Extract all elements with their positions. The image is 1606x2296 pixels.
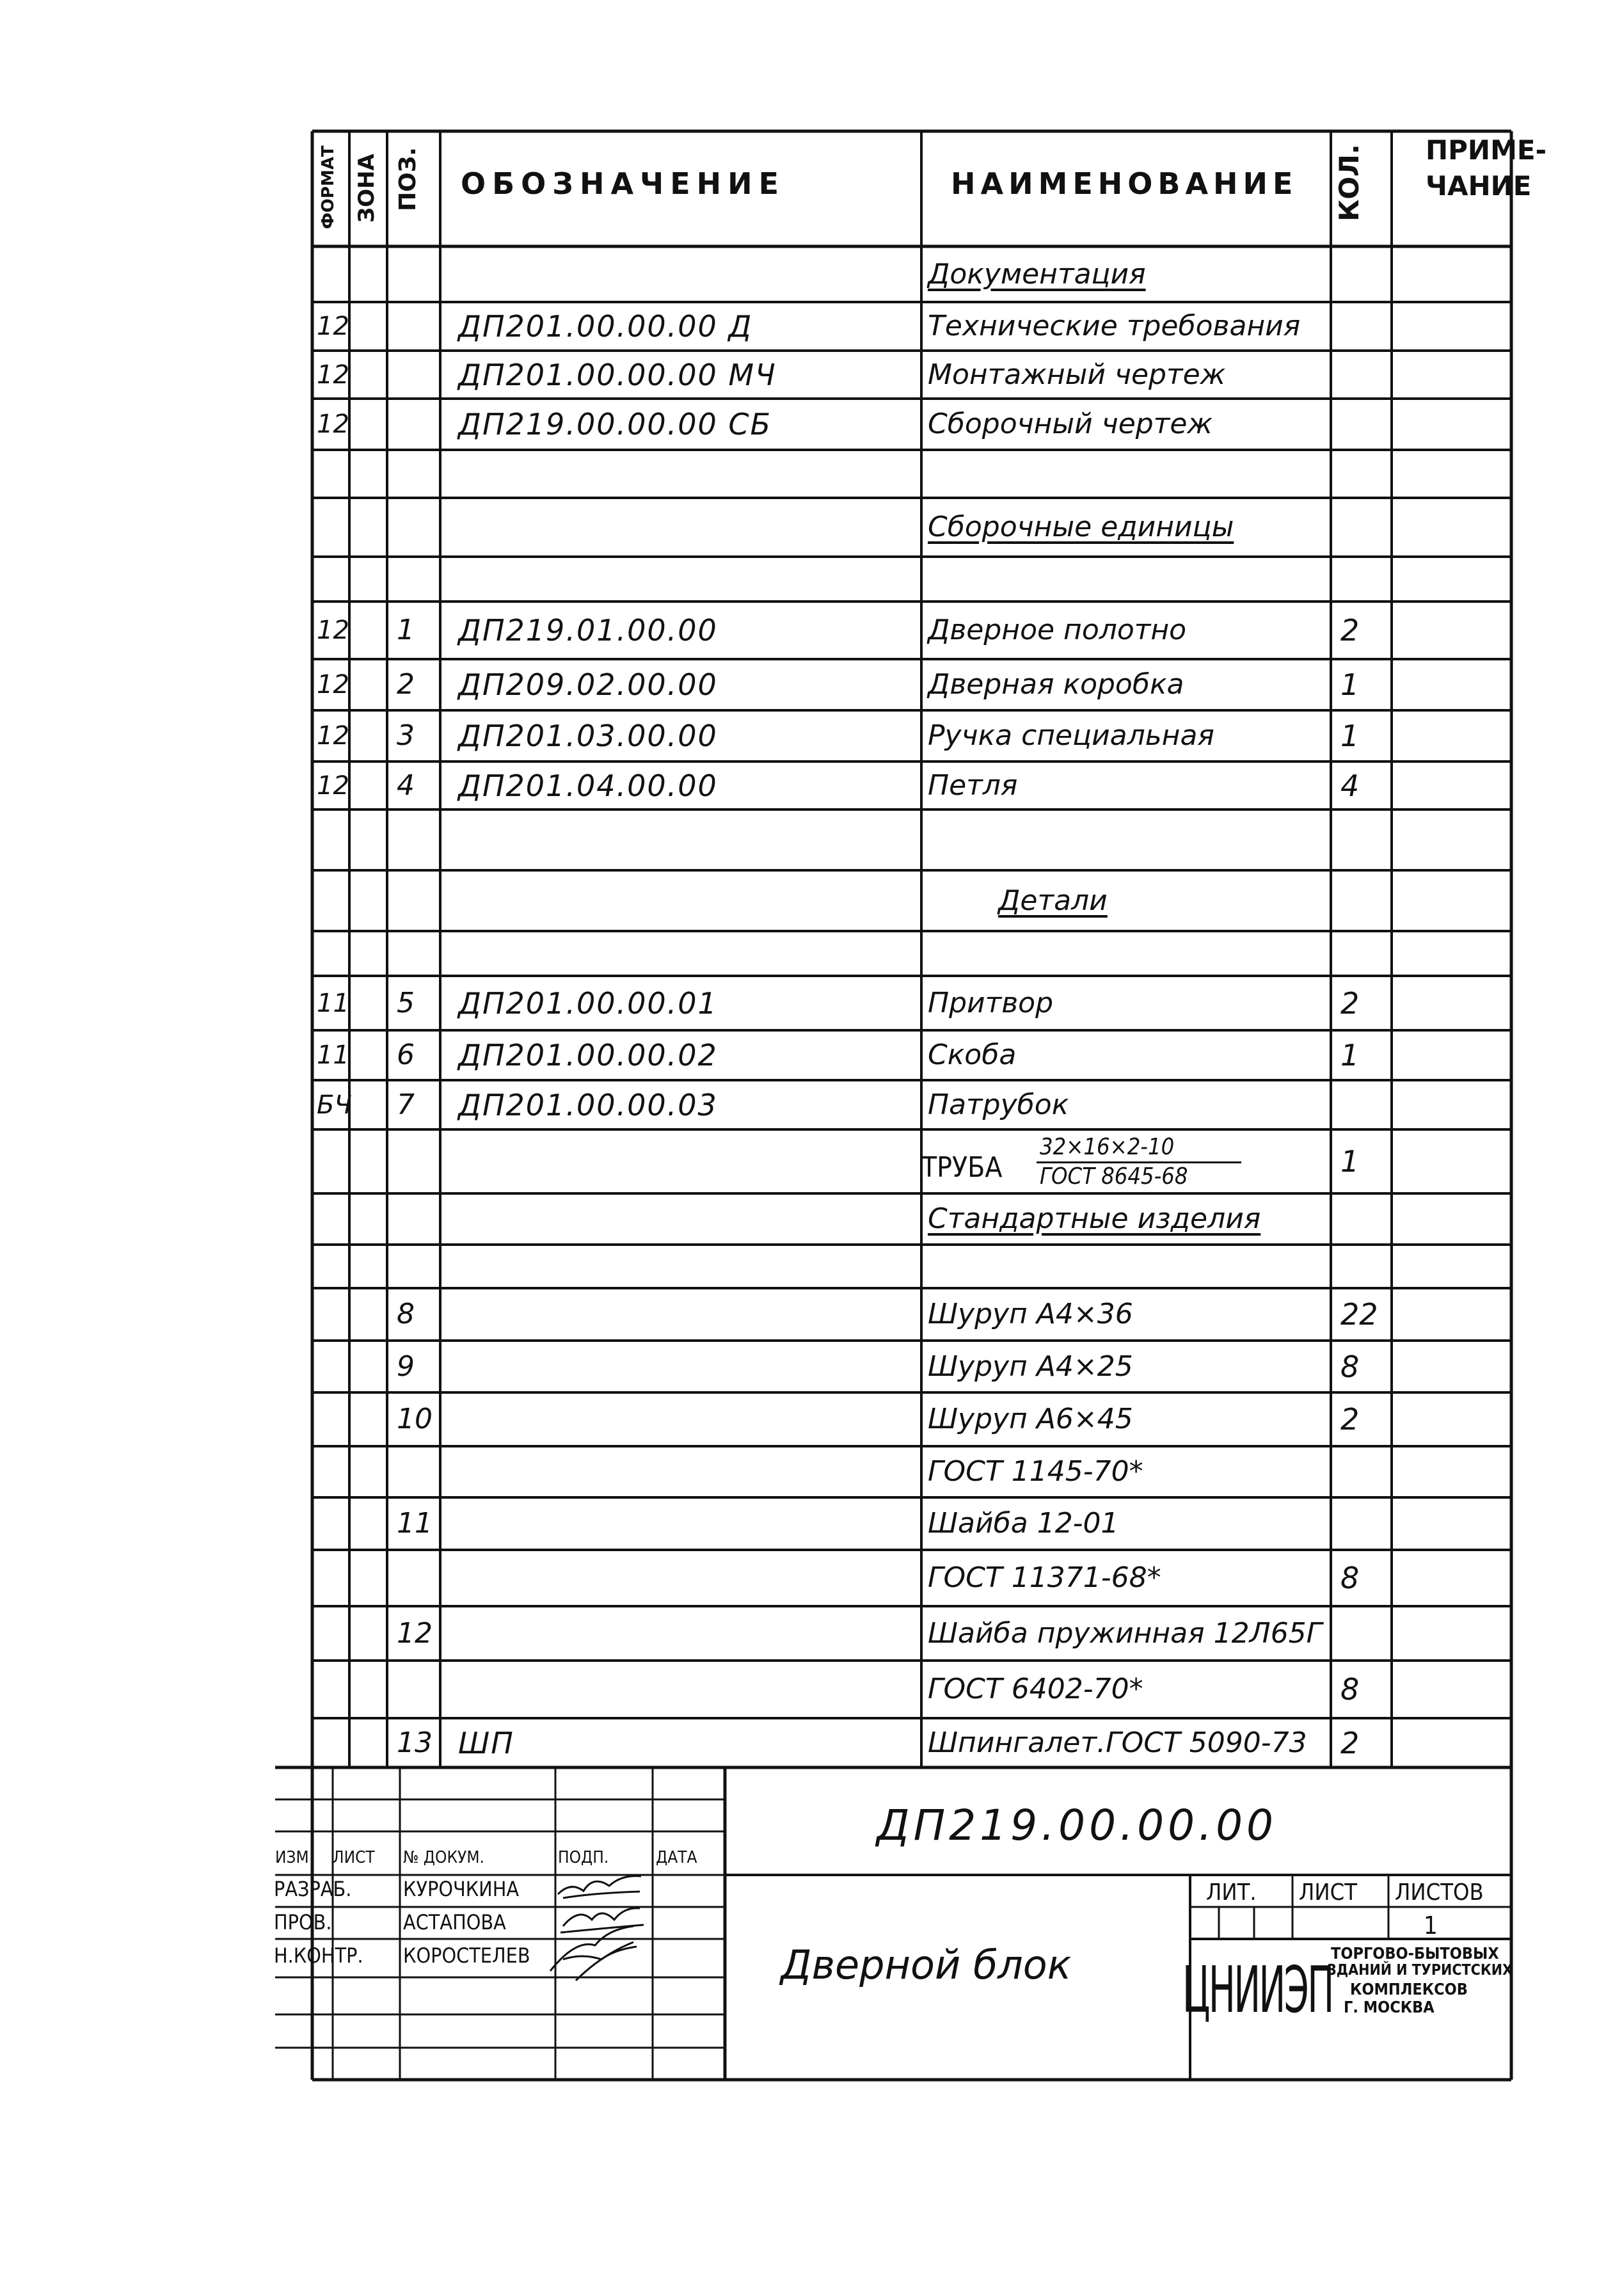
header-note-line2: ЧАНИЕ [1426, 170, 1532, 202]
row-quantity: 2 [1340, 1725, 1360, 1760]
row-name: Сборочный чертеж [928, 408, 1213, 440]
row-format: 11 [317, 988, 349, 1018]
row-position: 13 [397, 1726, 433, 1759]
org-line-2: ЗДАНИЙ И ТУРИСТСКИХ [1327, 1962, 1513, 1979]
row-name: Дверная коробка [928, 668, 1184, 701]
row-quantity: 22 [1340, 1297, 1378, 1332]
row-quantity: 1 [1340, 1038, 1360, 1072]
header-name: НАИМЕНОВАНИЕ [951, 166, 1298, 201]
row-designation: ДП201.03.00.00 [458, 719, 718, 753]
org-logo: ЦНИИЭП [1182, 1952, 1333, 2027]
row-designation: ДП201.00.00.00 МЧ [458, 357, 777, 392]
sheets-value: 1 [1424, 1911, 1438, 1940]
row-name: Петля [928, 769, 1018, 802]
row-format: 12 [317, 670, 349, 699]
document-number: ДП219.00.00.00 [877, 1801, 1278, 1850]
org-line-1: ТОРГОВО-БЫТОВЫХ [1331, 1944, 1499, 1963]
rev-header-date: ДАТА [656, 1848, 697, 1867]
role-checker: ПРОВ. [274, 1910, 332, 1934]
role-developer: РАЗРАБ. [274, 1877, 352, 1901]
sheets-label: ЛИСТОВ [1395, 1879, 1484, 1906]
pipe-numerator: 32×16×2-10 [1040, 1134, 1175, 1160]
row-quantity: 1 [1340, 667, 1360, 702]
row-position: 3 [397, 719, 415, 752]
row-designation: ДП219.00.00.00 СБ [458, 407, 772, 442]
lit-label: ЛИТ. [1206, 1879, 1257, 1906]
row-position: 5 [397, 986, 415, 1019]
row-name: Технические требования [928, 310, 1301, 342]
row-name: Шуруп А6×45 [928, 1403, 1133, 1435]
pipe-denominator: ГОСТ 8645-68 [1040, 1163, 1188, 1190]
row-name: Патрубок [928, 1088, 1069, 1121]
row-format: 12 [317, 410, 349, 439]
row-name: Дверное полотно [928, 614, 1187, 646]
row-name: Скоба [928, 1039, 1017, 1071]
row-designation: ДП201.04.00.00 [458, 768, 718, 803]
row-name: ГОСТ 6402-70* [928, 1673, 1143, 1705]
row-designation: ДП201.00.00.01 [458, 985, 718, 1021]
row-name: Шуруп А4×25 [928, 1350, 1133, 1383]
rev-header-doc: № ДОКУМ. [403, 1848, 484, 1867]
row-position: 8 [397, 1298, 415, 1330]
row-format: 12 [317, 360, 349, 390]
pipe-prefix: ТРУБА [921, 1151, 1003, 1184]
header-format: ФОРМАТ [319, 145, 338, 229]
row-position: 1 [397, 614, 415, 646]
row-position: 2 [397, 668, 415, 701]
row-format: 12 [317, 312, 349, 341]
row-quantity: 1 [1340, 1144, 1360, 1179]
org-line-3: КОМПЛЕКСОВ [1350, 1980, 1468, 1998]
row-name: Сборочные единицы [928, 511, 1234, 543]
rev-header-sign: ПОДП. [558, 1848, 609, 1867]
row-name: Монтажный чертеж [928, 358, 1226, 391]
row-quantity: 1 [1340, 719, 1360, 753]
row-quantity: 8 [1340, 1672, 1360, 1707]
row-designation: ДП209.02.00.00 [458, 667, 718, 702]
row-name: ГОСТ 11371-68* [928, 1561, 1161, 1594]
row-quantity: 8 [1340, 1561, 1360, 1595]
header-designation: ОБОЗНАЧЕНИЕ [461, 166, 786, 201]
row-name: Шуруп А4×36 [928, 1298, 1133, 1330]
row-format: 12 [317, 616, 349, 645]
row-position: 11 [397, 1507, 433, 1540]
row-position: 9 [397, 1350, 415, 1383]
name-checker: АСТАПОВА [403, 1910, 506, 1934]
row-position: 10 [397, 1403, 433, 1435]
row-position: 6 [397, 1039, 415, 1071]
row-quantity: 2 [1340, 613, 1360, 648]
row-quantity: 8 [1340, 1349, 1360, 1384]
sheet-label: ЛИСТ [1299, 1879, 1357, 1906]
rev-header-list: ЛИСТ [333, 1848, 375, 1867]
row-designation: ШП [458, 1725, 514, 1760]
row-position: 12 [397, 1616, 433, 1650]
name-norm-control: КОРОСТЕЛЕВ [403, 1943, 530, 1968]
row-designation: ДП219.01.00.00 [458, 613, 718, 648]
row-name: Шайба 12-01 [928, 1507, 1119, 1540]
row-name: Документация [928, 257, 1146, 291]
row-format: 12 [317, 770, 349, 801]
header-zone: ЗОНА [354, 154, 379, 223]
row-position: 7 [397, 1088, 415, 1121]
row-designation: ДП201.00.00.02 [458, 1038, 718, 1072]
header-position: ПОЗ. [395, 147, 421, 211]
row-format: 11 [317, 1040, 349, 1070]
row-name: ГОСТ 1145-70* [928, 1455, 1143, 1488]
row-name: Шпингалет.ГОСТ 5090-73 [928, 1726, 1307, 1759]
row-name: Детали [998, 884, 1108, 917]
row-name: Ручка специальная [928, 719, 1214, 752]
name-developer: КУРОЧКИНА [403, 1877, 520, 1901]
row-format: 12 [317, 721, 349, 751]
row-name: Стандартные изделия [928, 1202, 1261, 1235]
row-name: Притвор [928, 986, 1054, 1019]
rev-header-izm: ИЗМ [275, 1848, 309, 1867]
org-line-4: Г. МОСКВА [1344, 1998, 1435, 2016]
role-norm-control: Н.КОНТР. [274, 1943, 363, 1968]
row-quantity: 4 [1340, 768, 1360, 803]
row-quantity: 2 [1340, 1402, 1360, 1437]
row-designation: ДП201.00.00.03 [458, 1087, 718, 1122]
row-format: БЧ [317, 1090, 352, 1120]
row-position: 4 [397, 769, 415, 802]
header-note-line1: ПРИМЕ- [1426, 134, 1546, 166]
row-name: Шайба пружинная 12Л65Г [928, 1616, 1323, 1650]
row-designation: ДП201.00.00.00 Д [458, 309, 753, 344]
document-title: Дверной блок [781, 1941, 1072, 1988]
header-quantity: КОЛ. [1333, 144, 1365, 221]
row-quantity: 2 [1340, 985, 1360, 1021]
